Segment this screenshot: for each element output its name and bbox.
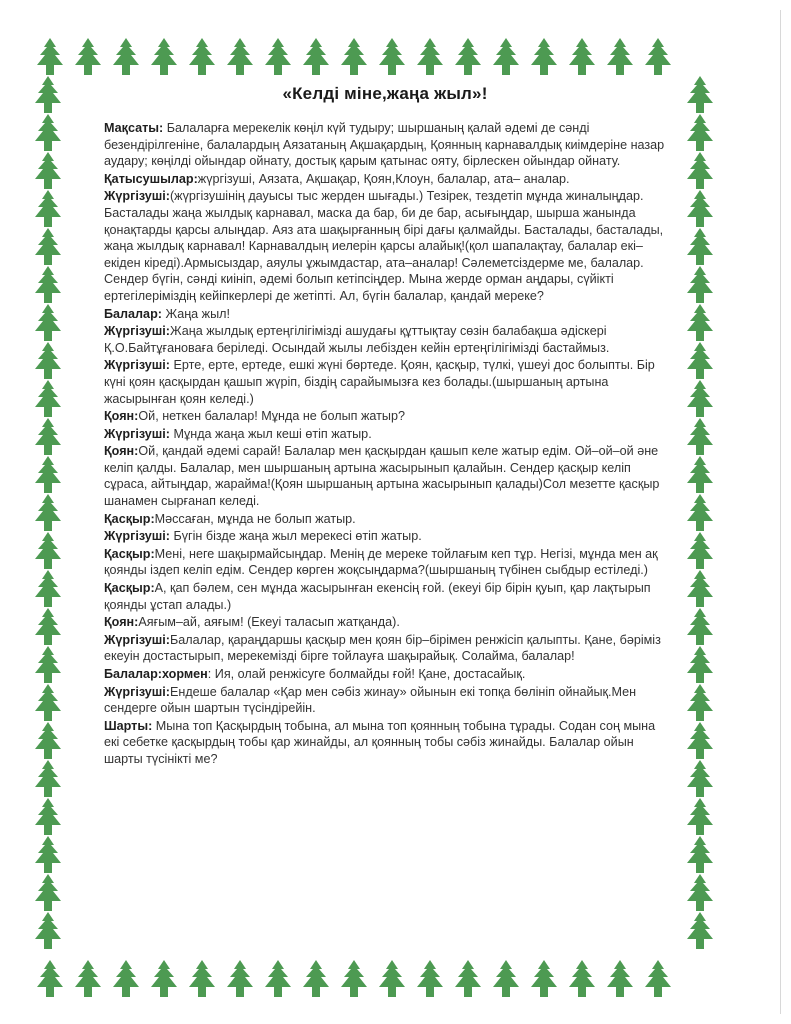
document-title: «Келді міне,жаңа жыл»! — [282, 84, 488, 103]
paragraph-text: А, қап бәлем, сен мұнда жасырынған екенсің ғой. (екеуі бір бірін қуып, қар лақтырып қоянды ұстап алады.) — [104, 581, 651, 612]
tree-icon — [35, 912, 61, 949]
speaker-label: Қатысушылар: — [104, 171, 198, 186]
tree-icon — [35, 836, 61, 873]
tree-icon — [75, 38, 101, 75]
paragraph-text: Ерте, ерте, ертеде, ешкі жүні бөртеде. Қоян, қасқыр, түлкі, үшеуі дос болыпты. Бір күні қоян қасқырдан қашып жүріп, біздің сарайымызға кез болады.(шыршаның артына жасырынған қоян келеді.) — [104, 358, 655, 406]
tree-icon — [37, 960, 63, 997]
tree-icon — [227, 38, 253, 75]
tree-icon — [531, 38, 557, 75]
tree-icon — [687, 646, 713, 683]
tree-icon — [35, 266, 61, 303]
paragraph-text: Ой, қандай әдемі сарай! Балалар мен қасқырдан қашып келе жатыр едім. Ой–ой–ой әне келіп қалды. Балалар, мен шыршаның артына жасырынып қалайын. Сендер қасқыр келіп сұраса, айтыңдар, жарайма!(Қоян шыршаның артына жасырынып қалады)Сол мезетте қасқыр шанамен сырғанап келеді. — [104, 444, 660, 509]
tree-icon — [35, 646, 61, 683]
paragraph — [104, 580, 666, 613]
paragraph-text: : Ия, олай ренжісуге болмайды ғой! Қане, достасайық. — [207, 667, 526, 681]
tree-icon — [417, 960, 443, 997]
tree-icon — [687, 836, 713, 873]
paragraph-text: Жаңа жылдық ертеңгілігімізді ашудағы құттықтау сөзін балабақша әдіскері Қ.О.Байтұғановаға беріледі. Осындай жылы лебізден кейін ертеңгілігімізді бастаймыз. — [104, 324, 610, 355]
paragraph-text: Мені, неге шақырмайсыңдар. Менің де мереке тойлағым кеп тұр. Негізі, мұнда мен ақ қоянды іздеп келіп едім. Сендер көрген жоқсыңдарма?(шыршаның түбінен сыбдыр естіледі.) — [104, 546, 658, 578]
paragraph — [104, 546, 666, 579]
paragraph-text: Бүгін бізде жаңа жыл мерекесі өтіп жатыр. — [169, 529, 422, 544]
paragraph — [104, 188, 666, 304]
paragraph — [104, 408, 666, 425]
speaker-label: Жүргізуші: — [104, 324, 170, 339]
tree-icon — [35, 494, 61, 531]
tree-icon — [687, 608, 713, 645]
paragraph-text: Балаларға мерекелік көңіл күй тудыру; шыршаның қалай әдемі де сәнді безендірілгеніне, балалардың Аязатаның Ақшақардың, Қоянның карнавалдық киімдеріне назар аудару; көңілді ойындар ойнату, достық қарым қатынас ояту, бірлескен ойындар ойнату. — [104, 121, 665, 169]
tree-icon — [189, 960, 215, 997]
tree-icon — [113, 38, 139, 75]
tree-icon — [379, 38, 405, 75]
paragraph-text: Жаңа жыл! — [161, 306, 231, 321]
speaker-label: Жүргізуші: — [104, 529, 170, 544]
tree-icon — [37, 38, 63, 75]
tree-icon — [687, 152, 713, 189]
paragraph — [104, 306, 666, 323]
speaker-label: Балалар:хормен — [104, 667, 208, 681]
tree-icon — [35, 228, 61, 265]
paragraph — [104, 426, 666, 443]
tree-icon — [35, 798, 61, 835]
tree-icon — [417, 38, 443, 75]
tree-icon — [687, 912, 713, 949]
tree-icon — [35, 760, 61, 797]
tree-icon — [35, 608, 61, 645]
paragraph-text: Мәссаған, мұнда не болып жатыр. — [154, 511, 356, 526]
tree-icon — [687, 532, 713, 569]
tree-icon — [687, 418, 713, 455]
paragraph-text: Аяғым–ай, аяғым! (Екеуі таласып жатқанда). — [138, 615, 400, 630]
paragraph-text: Балалар, қараңдаршы қасқыр мен қоян бір–бірімен ренжісіп қалыпты. Қане, бәріміз екеуін достастырып, мерекемізді бірге тойлауға шақырайық. Солайма, балалар! — [104, 632, 661, 664]
document-body — [104, 84, 666, 769]
tree-icon — [687, 570, 713, 607]
tree-icon — [607, 38, 633, 75]
tree-icon — [645, 960, 671, 997]
paragraph — [104, 632, 666, 665]
tree-icon — [35, 722, 61, 759]
speaker-label: Балалар: — [104, 306, 162, 321]
tree-icon — [687, 494, 713, 531]
paragraph-text: Ендеше балалар «Қар мен сәбіз жинау» ойынын екі топқа бөлініп ойнайық.Мен сендерге ойын шартын түсіндірейін. — [104, 684, 637, 716]
tree-icon — [35, 418, 61, 455]
tree-icon — [379, 960, 405, 997]
tree-icon — [113, 960, 139, 997]
paragraph — [104, 511, 666, 528]
tree-icon — [687, 684, 713, 721]
tree-icon — [35, 456, 61, 493]
speaker-label: Қоян: — [104, 409, 139, 424]
tree-icon — [645, 38, 671, 75]
paragraph — [104, 323, 666, 356]
tree-icon — [151, 960, 177, 997]
tree-icon — [303, 38, 329, 75]
tree-icon — [687, 456, 713, 493]
tree-icon — [687, 228, 713, 265]
tree-icon — [227, 960, 253, 997]
paragraph — [104, 666, 666, 683]
tree-icon — [35, 342, 61, 379]
tree-icon — [341, 960, 367, 997]
tree-icon — [35, 304, 61, 341]
paragraph-text: Мына топ Қасқырдың тобына, ал мына топ қоянның тобына тұрады. Содан соң мына екі себетке қасқырдың тобы қар жинайды, ал қоянның тобы сәбіз жинайды. Балалар ойын шарты түсінікті ме? — [104, 718, 656, 766]
tree-icon — [35, 380, 61, 417]
speaker-label: Қоян: — [104, 615, 139, 630]
paragraph — [104, 528, 666, 545]
tree-icon — [35, 570, 61, 607]
tree-icon — [189, 38, 215, 75]
tree-icon — [341, 38, 367, 75]
paragraph — [104, 684, 666, 717]
paragraph-text: (жүргізушінің дауысы тыс жерден шығады.) Тезірек, тездетіп мұнда жиналыңдар. Басталады жаңа жылдық карнавал, маска да бар, би де бар, асығыңдар, шырша жанында қонақтарды қарсы алыңдар. Аяз ата шақырғанның бірі дағы қалмайды. Басталады, басталады, жаңа жылдық карнавал! Карнавалдың иелерін қарсы алайық!(қол шапалақтау, балалар екі–екіден кіреді).Армысыздар, аяулы ұжымдастар, ата–аналар! Сәлеметсіздерме ме, балалар. Сендер бүгін, сәнді киініп, әдемі болып кетіпсіңдер. Мына жерде орман аңдары, сүйікті ертегілеріміздің кейіпкерлері де жетіпті. Ал, бүгін балалар, қандай мереке? — [104, 189, 664, 303]
tree-icon — [75, 960, 101, 997]
tree-icon — [687, 874, 713, 911]
tree-icon — [455, 38, 481, 75]
tree-icon — [607, 960, 633, 997]
tree-icon — [35, 190, 61, 227]
tree-icon — [687, 342, 713, 379]
tree-icon — [35, 76, 61, 113]
tree-icon — [569, 960, 595, 997]
speaker-label: Қасқыр: — [104, 581, 155, 596]
speaker-label: Шарты: — [104, 718, 153, 733]
paragraph — [104, 357, 666, 407]
paragraph — [104, 718, 666, 768]
tree-icon — [493, 960, 519, 997]
paragraph — [104, 171, 666, 188]
tree-icon — [493, 38, 519, 75]
speaker-label: Жүргізуші: — [104, 358, 170, 373]
tree-icon — [455, 960, 481, 997]
paragraph — [104, 120, 666, 170]
tree-icon — [687, 304, 713, 341]
paragraph-text: жүргізуші, Аязата, Ақшақар, Қоян,Клоун, балалар, ата– аналар. — [197, 171, 570, 186]
speaker-label: Жүргізуші: — [104, 189, 170, 204]
tree-icon — [569, 38, 595, 75]
paragraph — [104, 614, 666, 631]
tree-icon — [265, 960, 291, 997]
tree-icon — [265, 38, 291, 75]
tree-icon — [35, 532, 61, 569]
tree-icon — [687, 380, 713, 417]
speaker-label: Жүргізуші: — [104, 632, 170, 647]
paragraph-text: Мұнда жаңа жыл кеші өтіп жатыр. — [169, 426, 372, 441]
speaker-label: Қоян: — [104, 444, 139, 459]
tree-icon — [35, 874, 61, 911]
tree-icon — [35, 114, 61, 151]
speaker-label: Жүргізуші: — [104, 684, 170, 699]
tree-icon — [687, 114, 713, 151]
tree-icon — [151, 38, 177, 75]
tree-icon — [687, 266, 713, 303]
tree-icon — [35, 684, 61, 721]
paragraph — [104, 443, 666, 509]
tree-icon — [687, 76, 713, 113]
speaker-label: Мақсаты: — [104, 121, 164, 135]
speaker-label: Жүргізуші: — [104, 426, 170, 441]
speaker-label: Қасқыр: — [104, 546, 155, 561]
tree-icon — [687, 760, 713, 797]
tree-icon — [687, 798, 713, 835]
paragraph-text: Ой, неткен балалар! Мұнда не болып жатыр? — [138, 409, 405, 424]
tree-icon — [531, 960, 557, 997]
tree-icon — [35, 152, 61, 189]
tree-icon — [687, 722, 713, 759]
tree-icon — [687, 190, 713, 227]
speaker-label: Қасқыр: — [104, 511, 155, 526]
tree-icon — [303, 960, 329, 997]
paragraph-list — [104, 120, 666, 768]
